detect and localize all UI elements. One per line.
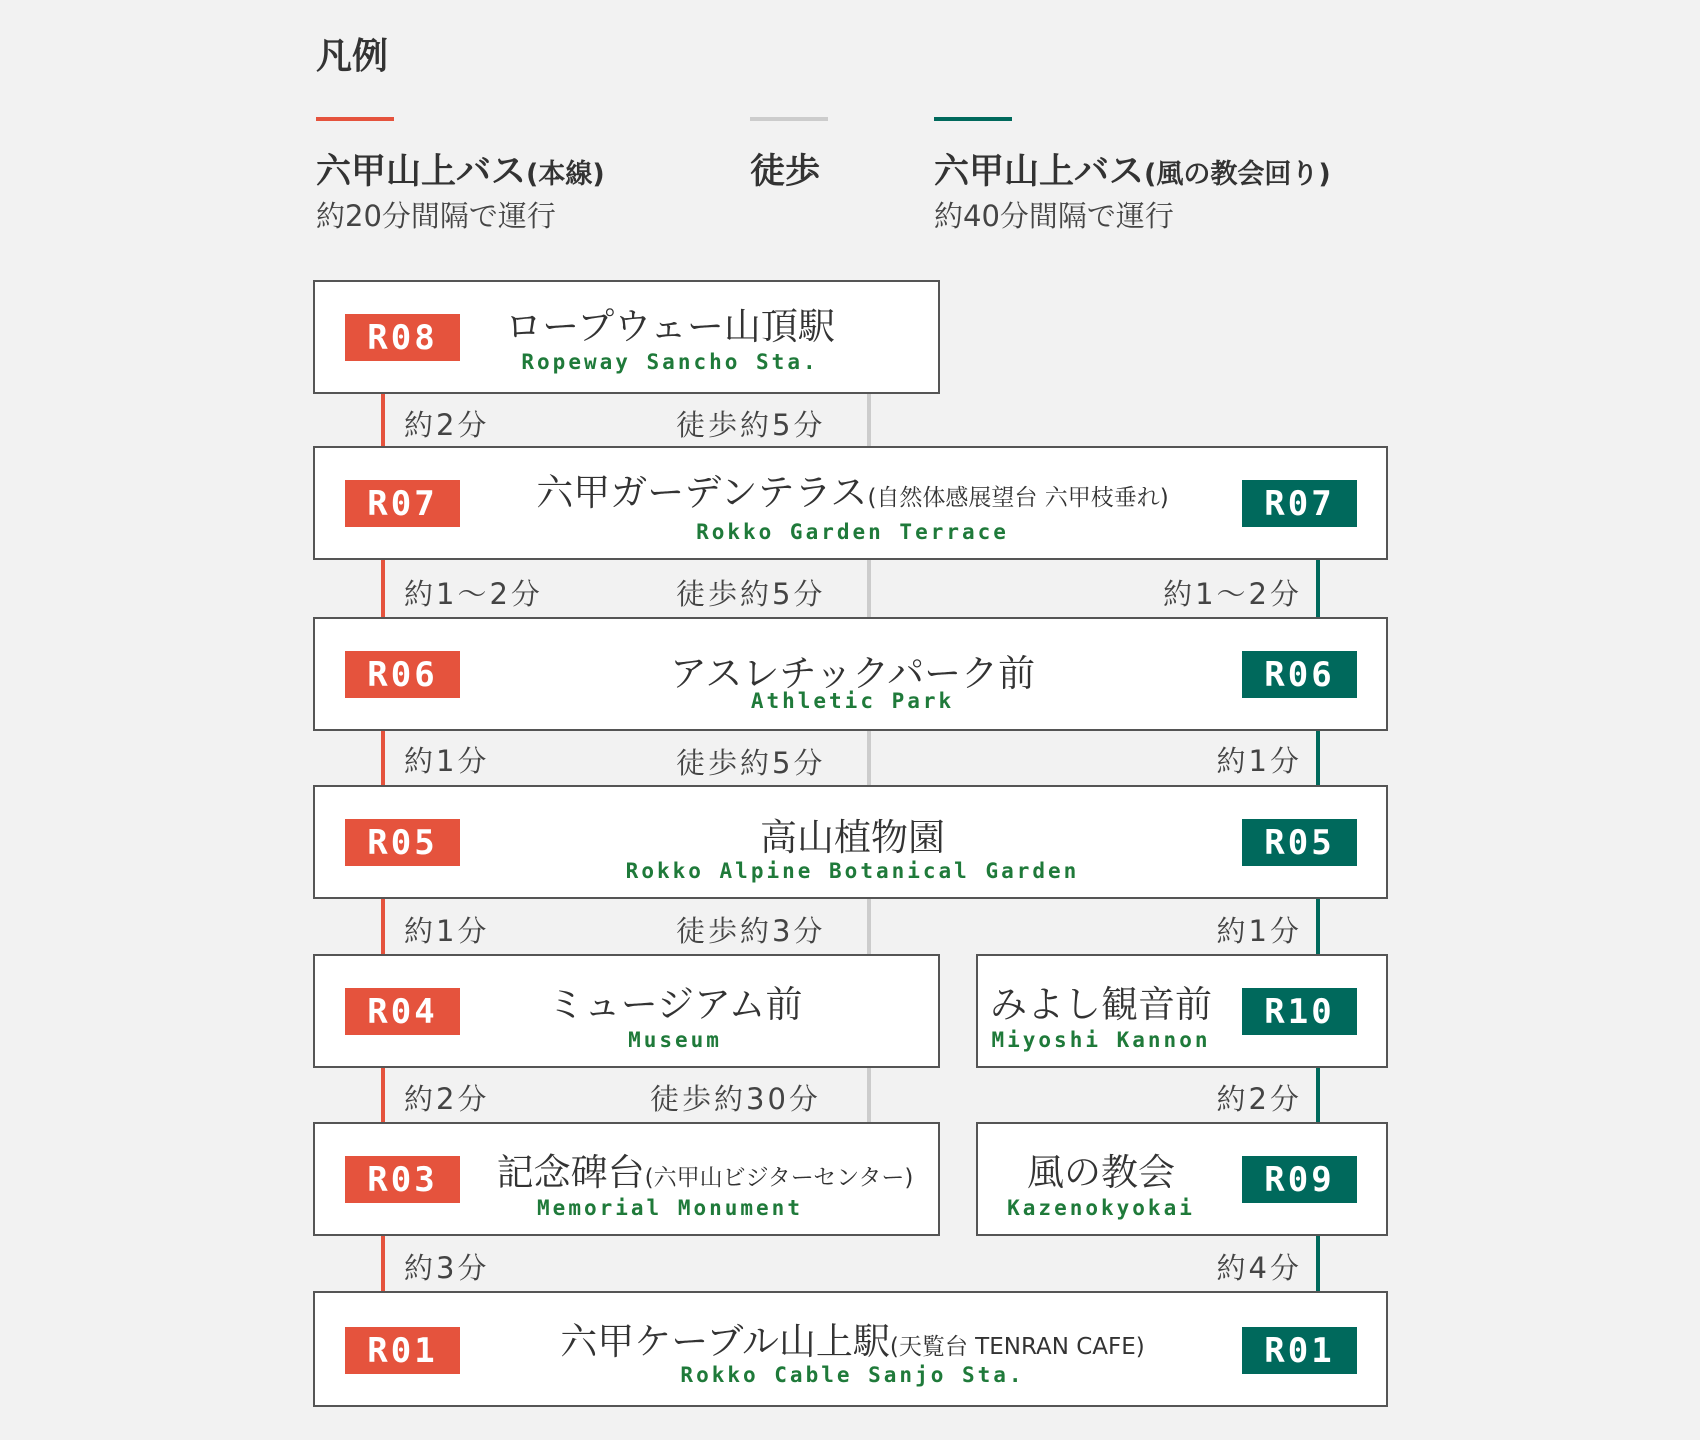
station-name-en: Rokko Garden Terrace [696,520,1009,544]
station-name-ja-main: 六甲ガーデンテラス [536,471,868,514]
station-box-r08[interactable] [313,280,940,394]
kaze-time-label: 約1分 [1216,744,1302,778]
station-name-en: Memorial Monument [537,1196,803,1220]
walk-time-label: 徒歩約3分 [676,914,826,948]
station-box-r07[interactable] [313,446,1388,560]
station-code-badge: R09 [1242,1156,1357,1203]
station-name-ja-main: 六甲ケーブル山上駅 [560,1320,890,1363]
station-name-ja: 高山植物園 [760,816,945,859]
station-name-ja: アスレチックパーク前 [669,652,1036,695]
station-name-en: Ropeway Sancho Sta. [521,350,819,374]
station-name-ja: みよし観音前 [990,983,1212,1026]
legend-kaze-bus-label [934,144,1331,194]
station-box-r03[interactable] [313,1122,940,1236]
station-name-ja-note: (六甲山ビジターセンター) [644,1165,914,1191]
kaze-time-label: 約2分 [1216,1082,1302,1116]
station-code-badge: R01 [345,1327,460,1374]
bus-time-label: 約2分 [404,1082,490,1116]
station-code-badge: R10 [1242,988,1357,1035]
station-code-badge: R07 [345,480,460,527]
walk-time-label: 徒歩約5分 [676,408,826,442]
station-name-ja: 風の教会 [1027,1151,1175,1194]
legend-kaze-bus-note: (風の教会回り) [1144,159,1331,190]
station-name-ja-main: 記念碑台 [496,1151,645,1194]
legend-walk-label: 徒歩 [750,152,821,192]
station-name-en: Rokko Cable Sanjo Sta. [680,1363,1025,1387]
bus-time-label: 約1分 [404,744,490,778]
station-name-en: Kazenokyokai [1007,1196,1195,1220]
station-name-en: Museum [628,1028,722,1052]
station-code-badge: R07 [1242,480,1357,527]
station-code-badge: R05 [345,819,460,866]
station-box-r06[interactable] [313,617,1388,731]
kaze-time-label: 約1分 [1216,914,1302,948]
station-code-badge: R05 [1242,819,1357,866]
walk-time-label: 徒歩約5分 [676,577,826,611]
station-box-r05[interactable] [313,785,1388,899]
station-code-badge: R08 [345,314,460,361]
station-box-r01[interactable] [313,1291,1388,1407]
kaze-time-label: 約4分 [1216,1251,1302,1285]
station-name-ja-note: (自然体感展望台 六甲枝垂れ) [867,485,1169,511]
station-code-badge: R06 [1242,651,1357,698]
walk-time-label: 徒歩約30分 [650,1082,821,1116]
station-name-en: Rokko Alpine Botanical Garden [625,859,1080,883]
legend-main-bus-note: (本線) [526,159,605,190]
station-name-ja: ミュージアム前 [547,983,803,1026]
station-code-badge: R06 [345,651,460,698]
station-name-en: Athletic Park [750,689,955,713]
station-box-r04[interactable] [313,954,940,1068]
legend-kaze-line-swatch [934,117,1012,121]
walk-time-label: 徒歩約5分 [676,746,826,780]
bus-time-label: 約1分 [404,914,490,948]
station-name-ja [475,1142,935,1196]
station-code-badge: R01 [1242,1327,1357,1374]
legend-main-bus-frequency: 約20分間隔で運行 [316,199,556,233]
station-code-badge: R03 [345,1156,460,1203]
station-name-ja-note: (天覧台 TENRAN CAFE) [889,1334,1145,1360]
station-name-ja [475,1311,1230,1365]
station-box-r09[interactable] [976,1122,1388,1236]
bus-time-label: 約3分 [404,1251,490,1285]
legend-title: 凡例 [316,36,389,77]
legend-main-bus-label [316,144,605,194]
station-name-en: Miyoshi Kannon [991,1028,1211,1052]
legend-kaze-bus-frequency: 約40分間隔で運行 [934,199,1174,233]
kaze-time-label: 約1～2分 [1163,577,1302,611]
legend-kaze-bus-name: 六甲山上バス [934,152,1145,192]
legend-main-line-swatch [316,117,394,121]
bus-time-label: 約2分 [404,408,490,442]
station-name-ja [475,462,1230,516]
bus-time-label: 約1～2分 [404,577,543,611]
legend-walk-line-swatch [750,117,828,121]
legend-main-bus-name: 六甲山上バス [316,152,527,192]
station-name-ja: ロープウェー山頂駅 [505,305,835,348]
station-box-r10[interactable] [976,954,1388,1068]
station-code-badge: R04 [345,988,460,1035]
